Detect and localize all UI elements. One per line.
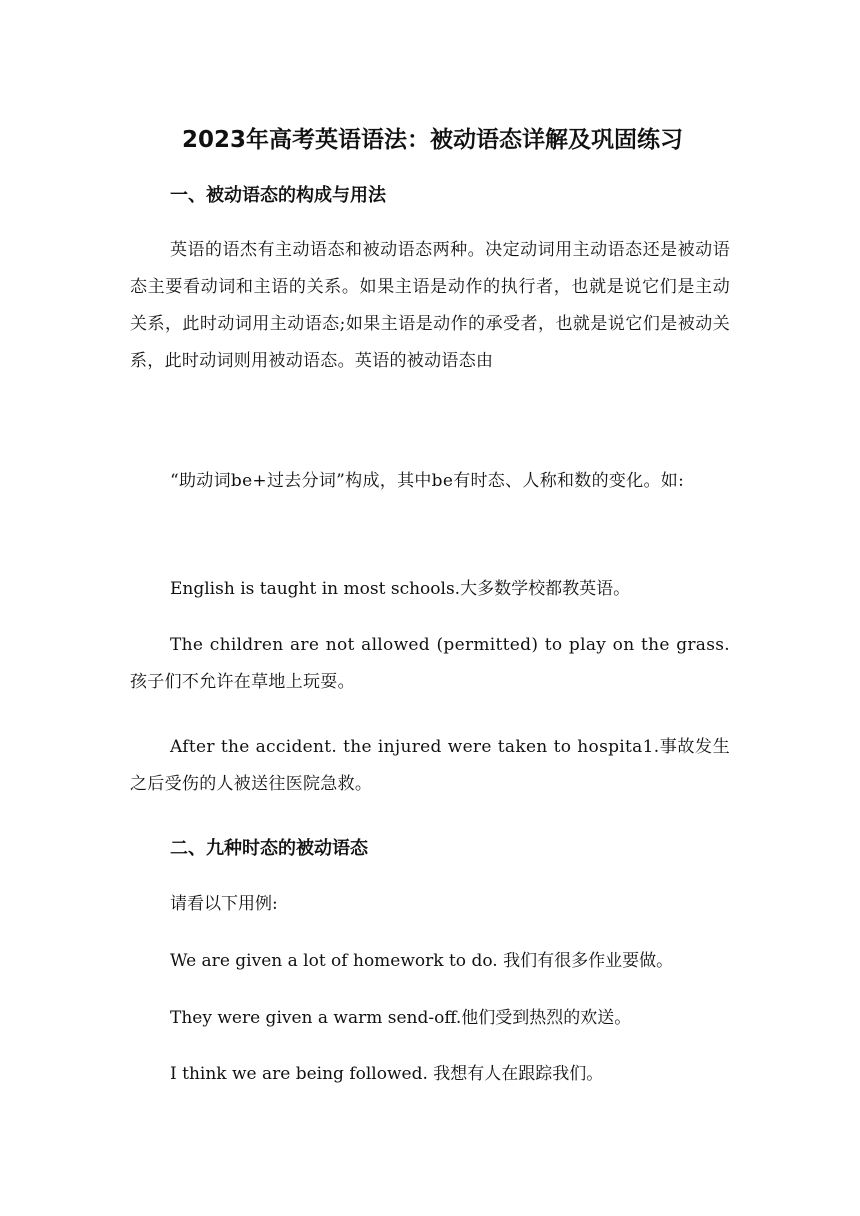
section-heading-1: 一、被动语态的构成与用法 — [170, 185, 386, 206]
paragraph-intro: 英语的语杰有主动语态和被动语态两种。决定动词用主动语态还是被动语态主要看动词和主语的关系。如果主语是动作的执行者，也就是说它们是主动关系，此时动词用主动语态;如果主语是动作的承受者，也就是说它们是被动关系，此时动词则用被动语态。英语的被动语态由 — [130, 240, 730, 371]
example-sentence: The children are not allowed (permitted) to play on the grass.孩子们不允许在草地上玩耍。 — [130, 635, 730, 692]
example-sentence: After the accident. the injured were taken to hospita1.事故发生之后受伤的人被送往医院急救。 — [130, 737, 730, 794]
paragraph-formation: “助动词be+过去分词”构成，其中be有时态、人称和数的变化。如: — [170, 471, 685, 491]
example-sentence: They were given a warm send-off.他们受到热烈的欢送。 — [170, 1008, 632, 1028]
section-heading-2: 二、九种时态的被动语态 — [170, 838, 368, 859]
document-title: 2023年高考英语语法：被动语态详解及巩固练习 — [182, 127, 684, 153]
example-sentence: I think we are being followed. 我想有人在跟踪我们。 — [170, 1064, 604, 1084]
example-sentence: English is taught in most schools.大多数学校都教英语。 — [170, 579, 631, 599]
example-sentence: We are given a lot of homework to do. 我们有很多作业要做。 — [170, 951, 674, 971]
paragraph-lead: 请看以下用例: — [170, 894, 278, 914]
